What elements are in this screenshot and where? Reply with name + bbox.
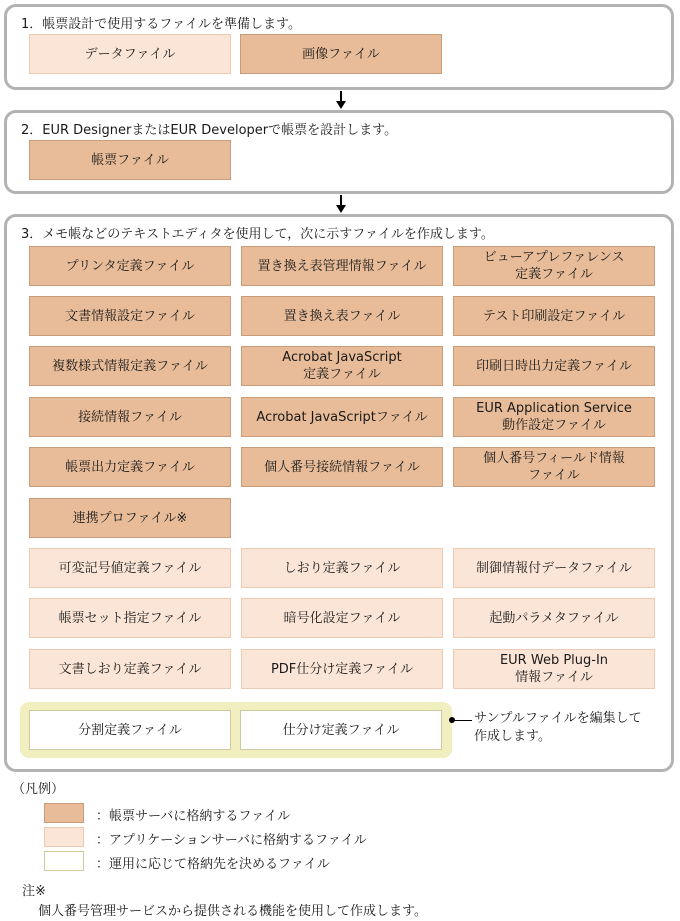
callout-line (452, 720, 472, 721)
legend-swatch-app-server (44, 827, 84, 847)
legend-swatch-operation (44, 851, 84, 871)
file-box: 起動パラメタファイル (453, 598, 655, 638)
file-box: 連携プロファイル※ (29, 498, 231, 538)
file-box: Acrobat JavaScript 定義ファイル (241, 346, 443, 386)
file-box: 置き換え表管理情報ファイル (241, 246, 443, 286)
file-box: 複数様式情報定義ファイル (29, 346, 231, 386)
file-box: 置き換え表ファイル (241, 296, 443, 336)
note-title: 注※ (22, 884, 46, 899)
file-box: 印刷日時出力定義ファイル (453, 346, 655, 386)
file-box-sample: 仕分け定義ファイル (240, 710, 442, 750)
step-1-title: 1．帳票設計で使用するファイルを準備します。 (21, 17, 301, 32)
step-2-title: 2．EUR DesignerまたはEUR Developerで帳票を設計します。 (21, 123, 398, 138)
legend-label-form-server: ：帳票サーバに格納するファイル (96, 809, 291, 824)
file-box: 個人番号接続情報ファイル (241, 447, 443, 487)
file-box: 文書情報設定ファイル (29, 296, 231, 336)
callout-text: サンプルファイルを編集して 作成します。 (474, 711, 642, 744)
file-box: Acrobat JavaScriptファイル (241, 397, 443, 437)
file-box: EUR Web Plug-In 情報ファイル (453, 649, 655, 689)
file-box: EUR Application Service 動作設定ファイル (453, 397, 655, 437)
legend-label-operation: ：運用に応じて格納先を決めるファイル (96, 857, 330, 872)
file-box: 暗号化設定ファイル (241, 598, 443, 638)
file-box: 可変記号値定義ファイル (29, 548, 231, 588)
file-box-data: データファイル (29, 34, 231, 74)
file-box: しおり定義ファイル (241, 548, 443, 588)
file-box: 帳票セット指定ファイル (29, 598, 231, 638)
file-box: 文書しおり定義ファイル (29, 649, 231, 689)
arrow-step2-to-step3 (336, 195, 346, 213)
legend-swatch-form-server (44, 803, 84, 823)
step-3-title: 3．メモ帳などのテキストエディタを使用して，次に示すファイルを作成します。 (21, 227, 494, 242)
note-text: 個人番号管理サービスから提供される機能を使用して作成します。 (38, 904, 427, 919)
legend-title: （凡例） (12, 782, 65, 797)
arrow-step1-to-step2 (336, 91, 346, 109)
file-box-form: 帳票ファイル (29, 140, 231, 180)
file-box: ビューアプレファレンス 定義ファイル (453, 246, 655, 286)
file-box: テスト印刷設定ファイル (453, 296, 655, 336)
file-box-image: 画像ファイル (240, 34, 442, 74)
file-box: 個人番号フィールド情報 ファイル (453, 447, 655, 487)
file-box: 接続情報ファイル (29, 397, 231, 437)
file-box: プリンタ定義ファイル (29, 246, 231, 286)
legend-label-app-server: ：アプリケーションサーバに格納するファイル (96, 833, 367, 848)
file-box: 制御情報付データファイル (453, 548, 655, 588)
file-box: 帳票出力定義ファイル (29, 447, 231, 487)
file-box-sample: 分割定義ファイル (29, 710, 231, 750)
file-box: PDF仕分け定義ファイル (241, 649, 443, 689)
